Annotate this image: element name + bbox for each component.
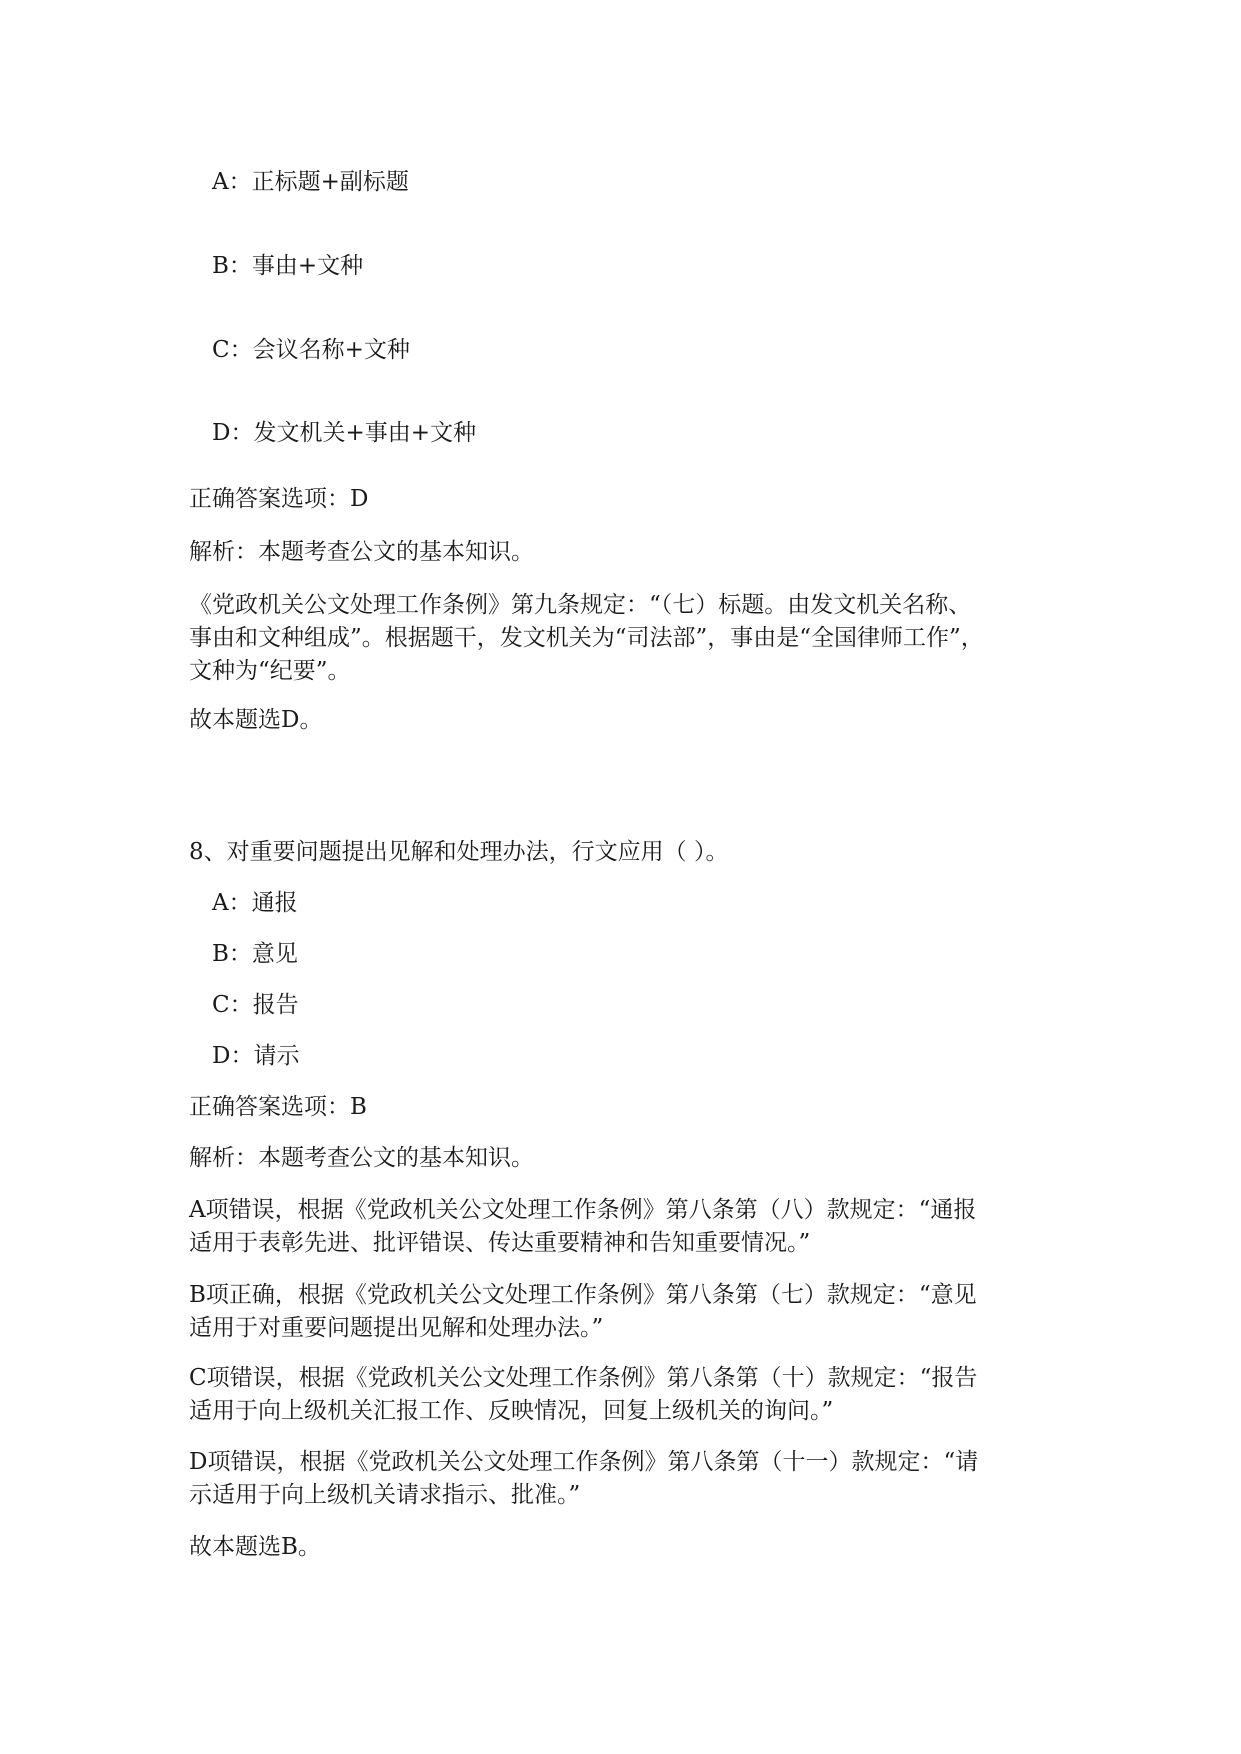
q8-explanation-line: A项错误，根据《党政机关公文处理工作条例》第八条第（八）款规定：“通报 — [189, 1197, 977, 1223]
q8-explanation-line: 适用于向上级机关汇报工作、反映情况，回复上级机关的询问。” — [189, 1398, 834, 1424]
q7-option-c: C：会议名称+文种 — [212, 337, 410, 363]
q8-explanation-b — [189, 1279, 1069, 1345]
q8-analysis: 解析：本题考查公文的基本知识。 — [189, 1145, 534, 1171]
q8-option-a: A：通报 — [212, 890, 298, 916]
q8-explanation-line: 适用于表彰先进、批评错误、传达重要精神和告知重要情况。” — [189, 1230, 811, 1256]
q8-option-b: B：意见 — [212, 941, 298, 967]
q8-option-c: C：报告 — [212, 992, 299, 1018]
q7-analysis: 解析：本题考查公文的基本知识。 — [189, 539, 534, 565]
q8-option-d: D：请示 — [212, 1043, 300, 1069]
q7-explanation-line: 事由和文种组成”。根据题干，发文机关为“司法部”，事由是“全国律师工作”， — [189, 625, 984, 651]
q7-conclusion: 故本题选D。 — [189, 707, 323, 733]
q8-explanation-line: B项正确，根据《党政机关公文处理工作条例》第八条第（七）款规定：“意见 — [189, 1282, 977, 1308]
q7-explanation-line: 《党政机关公文处理工作条例》第九条规定：“（七）标题。由发文机关名称、 — [189, 592, 972, 618]
q8-conclusion: 故本题选B。 — [189, 1534, 321, 1560]
q8-answer: 正确答案选项：B — [189, 1094, 367, 1120]
q8-explanation-line: C项错误，根据《党政机关公文处理工作条例》第八条第（十）款规定：“报告 — [189, 1365, 978, 1391]
q7-option-a: A：正标题+副标题 — [212, 169, 409, 195]
q8-question: 8、对重要问题提出见解和处理办法，行文应用（ ）。 — [189, 839, 729, 865]
q7-option-b: B：事由+文种 — [212, 253, 364, 279]
q7-answer: 正确答案选项：D — [189, 486, 369, 512]
q8-explanation-line: 示适用于向上级机关请求指示、批准。” — [189, 1482, 581, 1508]
q8-explanation-a — [189, 1194, 1069, 1260]
q8-explanation-c — [189, 1362, 1069, 1428]
q7-explanation-line: 文种为“纪要”。 — [189, 658, 351, 684]
q8-explanation-line: 适用于对重要问题提出见解和处理办法。” — [189, 1315, 604, 1341]
q8-explanation-d — [189, 1446, 1069, 1512]
q8-explanation-line: D项错误，根据《党政机关公文处理工作条例》第八条第（十一）款规定：“请 — [189, 1449, 979, 1475]
q7-explanation — [189, 589, 1069, 688]
q7-option-d: D：发文机关+事由+文种 — [212, 420, 476, 446]
